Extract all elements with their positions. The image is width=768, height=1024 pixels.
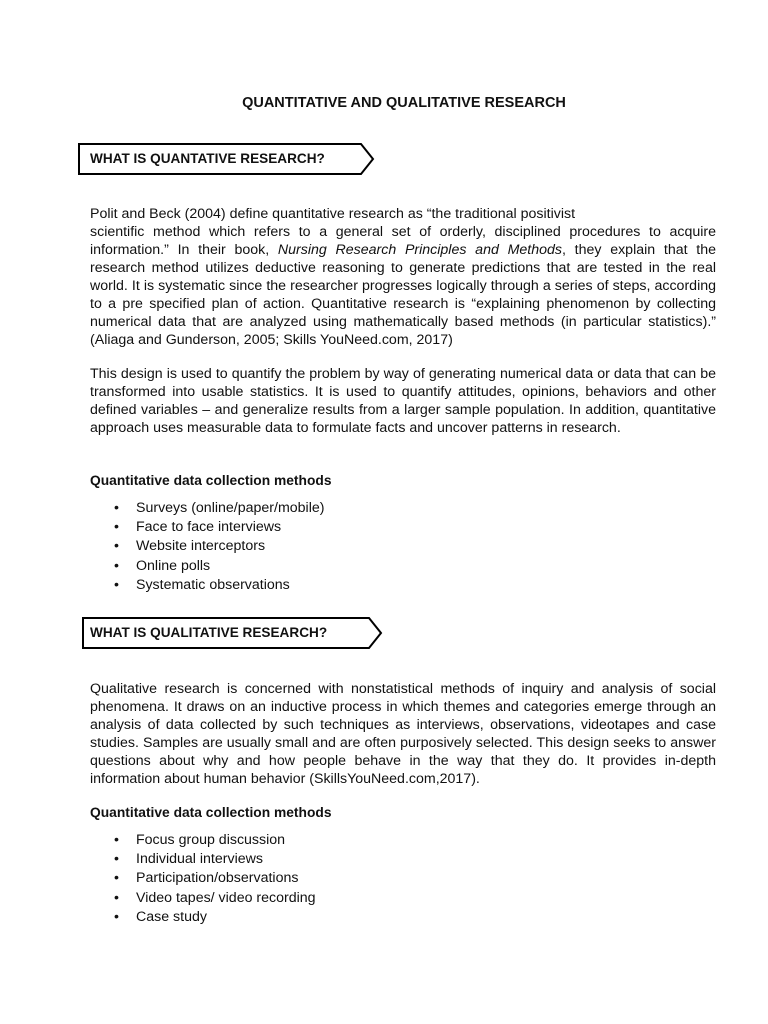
list-item-label: Systematic observations [136, 576, 290, 593]
qualitative-methods-list [0, 831, 316, 927]
quantitative-heading: WHAT IS QUANTATIVE RESEARCH? [90, 151, 325, 166]
bullet-icon: • [114, 576, 119, 593]
qualitative-heading-tag [82, 617, 384, 649]
qualitative-definition-paragraph: Qualitative research is concerned with nonstatistical methods of inquiry and analysis of social phenomena. It draws on an inductive process in which themes and categories emerge through an analysis of data collected by such techniques as interviews, observations, videotapes and case studies. Samples are usually small and are often purposively selected. This design seeks to answer questions about why and how people behave in the way that they do. It provides in-depth information about human behavior (SkillsYouNeed.com,2017). [90, 681, 716, 787]
list-item [0, 850, 316, 869]
bullet-icon: • [114, 908, 119, 925]
list-item [0, 499, 324, 518]
definition-text-start: scientific method which refers to a general set of orderly, disciplined procedures to acquire information.” In their book, [90, 224, 716, 258]
quantitative-methods-title: Quantitative data collection methods [90, 473, 332, 488]
list-item-label: Individual interviews [136, 851, 263, 868]
quantitative-methods-list [0, 499, 324, 595]
list-item-label: Video tapes/ video recording [136, 889, 316, 906]
bullet-icon: • [114, 557, 119, 574]
quantitative-design-paragraph: This design is used to quantify the problem by way of generating numerical data or data that can be transformed into usable statistics. It is used to quantify attitudes, opinions, behaviors and other defined variables – and generalize results from a larger sample population. In addition, quantitative approach uses measurable data to formulate facts and uncover patterns in research. [90, 366, 716, 436]
qualitative-heading: WHAT IS QUALITATIVE RESEARCH? [90, 625, 328, 640]
list-item-label: Surveys (online/paper/mobile) [136, 500, 325, 516]
bullet-icon: • [114, 832, 119, 848]
list-item [0, 889, 316, 908]
book-title: Nursing Research Principles and Methods [277, 242, 562, 258]
bullet-icon: • [114, 889, 119, 906]
list-item [0, 908, 316, 927]
list-item-label: Case study [136, 908, 207, 925]
bullet-icon: • [114, 870, 119, 887]
quantitative-definition-paragraph [90, 223, 716, 349]
document-title: QUANTITATIVE AND QUALITATIVE RESEARCH [242, 95, 566, 111]
definition-text-end: , they explain that the research method utilizes deductive reasoning to generate predictions that are tested in the real world. It is systematic since the researcher progresses logically through a series of steps, according to a pre specified plan of action. Quantitative research is “explaining phenomenon by collecting numerical data that are analyzed using mathematically based methods (in particular statistics).” (Aliaga and Gunderson, 2005; Skills YouNeed.com, 2017) [90, 242, 716, 348]
bullet-icon: • [114, 500, 119, 516]
list-item [0, 537, 324, 556]
list-item-label: Face to face interviews [136, 519, 282, 536]
list-item [0, 576, 324, 595]
list-item-label: Participation/observations [136, 870, 299, 887]
bullet-icon: • [114, 851, 119, 868]
quantitative-heading-tag [78, 143, 376, 175]
list-item [0, 557, 324, 576]
bullet-icon: • [114, 519, 119, 536]
bullet-icon: • [114, 538, 119, 555]
list-item [0, 869, 316, 888]
list-item-label: Focus group discussion [136, 832, 286, 848]
list-item [0, 518, 324, 537]
list-item-label: Website interceptors [136, 538, 266, 555]
list-item-label: Online polls [136, 557, 211, 574]
list-item [0, 831, 316, 850]
quantitative-intro-line: Polit and Beck (2004) define quantitative research as “the traditional positivist [90, 206, 576, 222]
qualitative-methods-title: Quantitative data collection methods [90, 805, 332, 820]
